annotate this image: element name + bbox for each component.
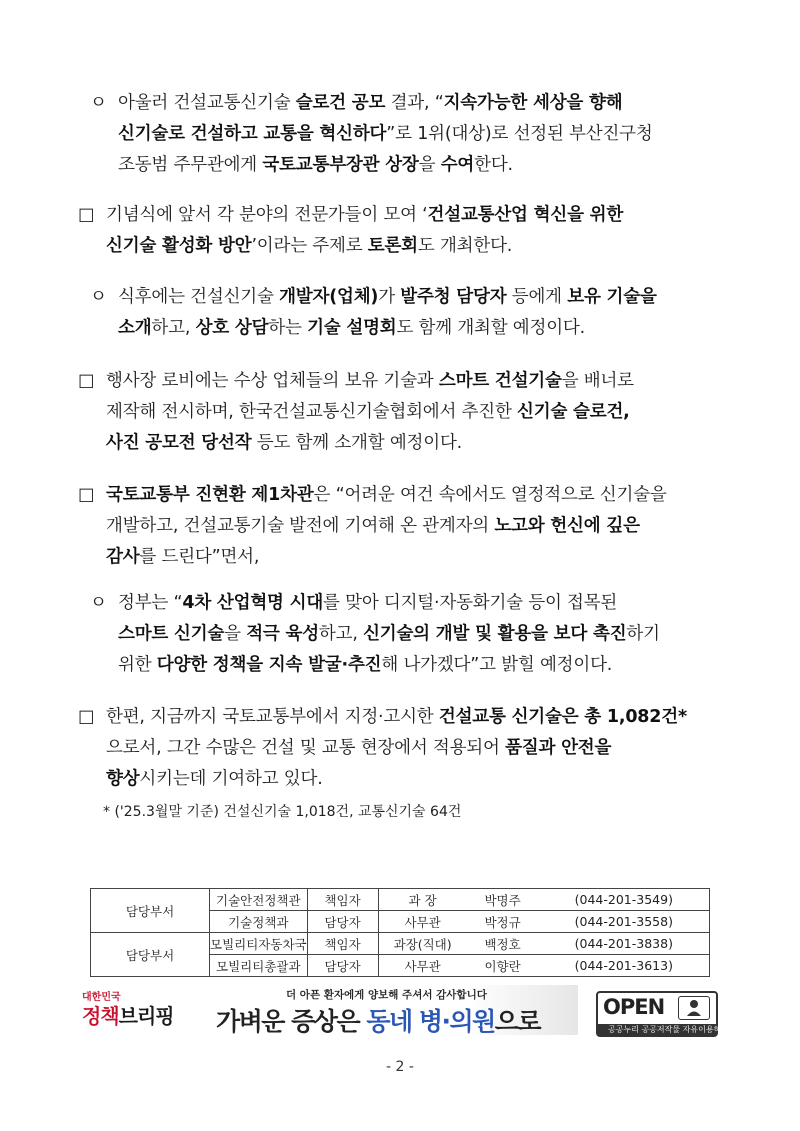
- role-cell: 책임자: [307, 889, 378, 911]
- name-cell: 박명주: [467, 889, 539, 911]
- role-cell: 담당자: [307, 955, 378, 977]
- unit-cell: 기술정책과: [210, 911, 308, 933]
- p6-line-1: 정부는 “4차 산업혁명 시대를 맞아 디지털·자동화기술 등이 접목된: [118, 593, 618, 613]
- p1-line-3: 조동범 주무관에게 국토교통부장관 상장을 수여한다.: [118, 155, 513, 175]
- phone-cell: (044-201-3549): [539, 889, 710, 911]
- kogl-open-license-badge: OPEN 공공누리 공공저작물 자유이용허락: [596, 991, 718, 1037]
- p6-line-3: 위한 다양한 정책을 지속 발굴·추진해 나가겠다”고 밝힐 예정이다.: [118, 655, 613, 675]
- bullet-marker: ㅇ: [90, 93, 107, 113]
- box-marker: □: [78, 707, 95, 727]
- title-cell: 과장(직대): [378, 933, 467, 955]
- title-cell: 과 장: [378, 889, 467, 911]
- title-cell: 사무관: [378, 955, 467, 977]
- bullet-marker: ㅇ: [90, 287, 107, 307]
- unit-cell: 기술안전정책관: [210, 889, 308, 911]
- p3-line-2: 소개하고, 상호 상담하는 기술 설명회도 함께 개최할 예정이다.: [118, 318, 585, 338]
- name-cell: 박정규: [467, 911, 539, 933]
- table-row: [91, 933, 710, 955]
- contact-table: [90, 888, 710, 977]
- p7-line-1: 한편, 지금까지 국토교통부에서 지정·고시한 건설교통 신기술은 총 1,082건*: [106, 707, 687, 727]
- footnote: * ('25.3월말 기준) 건설신기술 1,018건, 교통신기술 64건: [103, 804, 462, 820]
- title-cell: 사무관: [378, 911, 467, 933]
- p1-line-1: 아울러 건설교통신기술 슬로건 공모 결과, “지속가능한 세상을 향해: [118, 93, 623, 113]
- box-marker: □: [78, 205, 95, 225]
- policy-briefing-logo: 대한민국 정책브리핑: [82, 992, 174, 1028]
- p7-line-2: 으로서, 그간 수많은 건설 및 교통 현장에서 적용되어 품질과 안전을: [106, 738, 612, 758]
- table-row: [91, 889, 710, 911]
- p5-line-1: 국토교통부 진현환 제1차관은 “어려운 여건 속에서도 열정적으로 신기술을: [106, 485, 667, 505]
- footer-banners: [0, 985, 800, 1035]
- p3-line-1: 식후에는 건설신기술 개발자(업체)가 발주청 담당자 등에게 보유 기술을: [118, 287, 657, 307]
- p4-line-3: 사진 공모전 당선작 등도 함께 소개할 예정이다.: [106, 433, 463, 453]
- unit-cell: 모빌리티총괄과: [210, 955, 308, 977]
- phone-cell: (044-201-3838): [539, 933, 710, 955]
- bullet-marker: ㅇ: [90, 593, 107, 613]
- p4-line-1: 행사장 로비에는 수상 업체들의 보유 기술과 스마트 건설기술을 배너로: [106, 371, 634, 391]
- p5-line-2: 개발하고, 건설교통기술 발전에 기여해 온 관계자의 노고와 헌신에 깊은: [106, 516, 640, 536]
- p2-line-2: 신기술 활성화 방안’이라는 주제로 토론회도 개최한다.: [106, 236, 513, 256]
- p6-line-2: 스마트 신기술을 적극 육성하고, 신기술의 개발 및 활용을 보다 촉진하기: [118, 624, 660, 644]
- box-marker: □: [78, 485, 95, 505]
- dept-cell: 담당부서: [91, 889, 210, 933]
- dept-cell: 담당부서: [91, 933, 210, 977]
- campaign-banner: 더 아픈 환자에게 양보해 주셔서 감사합니다 가벼운 증상은 동네 병·의원으로: [212, 985, 578, 1035]
- p5-line-3: 감사를 드린다”면서,: [106, 547, 260, 567]
- person-icon: [678, 996, 710, 1020]
- box-marker: □: [78, 371, 95, 391]
- p2-line-1: 기념식에 앞서 각 분야의 전문가들이 모여 ‘건설교통산업 혁신을 위한: [106, 205, 624, 225]
- p7-line-3: 향상시키는데 기여하고 있다.: [106, 769, 323, 789]
- unit-cell: 모빌리티자동차국: [210, 933, 308, 955]
- role-cell: 책임자: [307, 933, 378, 955]
- name-cell: 백정호: [467, 933, 539, 955]
- page-number: - 2 -: [386, 1059, 414, 1075]
- name-cell: 이향란: [467, 955, 539, 977]
- phone-cell: (044-201-3613): [539, 955, 710, 977]
- role-cell: 담당자: [307, 911, 378, 933]
- p1-line-2: 신기술로 건설하고 교통을 혁신하다”로 1위(대상)로 선정된 부산진구청: [118, 124, 653, 144]
- p4-line-2: 제작해 전시하며, 한국건설교통신기술협회에서 추진한 신기술 슬로건,: [106, 402, 630, 422]
- phone-cell: (044-201-3558): [539, 911, 710, 933]
